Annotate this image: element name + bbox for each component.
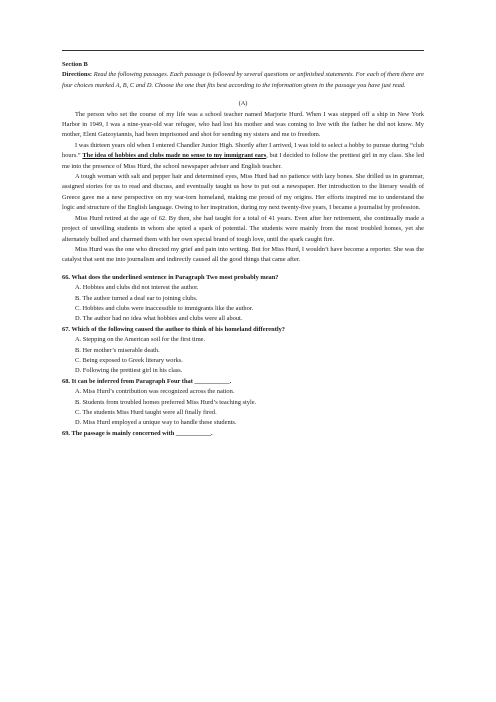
question-69: 69. The passage is mainly concerned with ___________.: [62, 429, 213, 437]
option-66-c: C. Hobbies and clubs were inaccessible to immigrants like the author.: [75, 304, 254, 312]
option-68-b: B. Students from troubled homes preferred Miss Hurd’s teaching style.: [75, 398, 257, 406]
paragraph-2-end: , but I decided to follow the prettiest girl in my class. She led me into the presence of Miss Hurd, the school newspaper adviser and English teacher.: [62, 152, 424, 170]
option-68-d: D. Miss Hurd employed a unique way to handle these students.: [75, 419, 237, 427]
question-68: 68. It can be inferred from Paragraph Four that ___________.: [62, 377, 232, 385]
top-rule: [62, 50, 424, 51]
paragraph-2-start: I was thirteen years old when I entered Chandler Junior High. Shortly after I arrived, I was told to select a hobby to pursue during “club hours.”: [62, 141, 424, 160]
option-67-c: C. Being exposed to Greek literary works.: [75, 356, 183, 364]
directions-text: Read the following passages. Each passage is followed by several questions or unfinished statements. For each of them there are four choices marked A, B, C and D. Choose the one that fits best according to the information given in the passage you have just read.: [62, 71, 424, 89]
document-page: [62, 50, 424, 439]
paragraph-1: The person who set the course of my life was a school teacher named Marjorie Hurd. When I was stepped off a ship in New York Harbor in 1949, I was a nine-year-old war refugee, who had lost his mother and was coming to live with the father he did not know. My mother, Eleni Gatzoyiannis, had been imprisoned and shot for sending my sisters and me to freedom.: [62, 110, 424, 139]
paragraph-4: Miss Hurd retired at the age of 62. By then, she had taught for a total of 41 years. Even after her retirement, she continually made a project of unwilling students in whom she spied a spark of potential. The students were mainly from the most troubled homes, yet she alternately bullied and charmed them with her own special brand of tough love, until the spark caught fire.: [62, 214, 424, 243]
option-66-a: A. Hobbies and clubs did not interest the author.: [75, 284, 199, 292]
option-68-a: A. Miss Hurd’s contribution was recognized across the nation.: [75, 388, 235, 396]
option-68-c: C. The students Miss Hurd taught were all finally fired.: [75, 409, 217, 416]
question-66: 66. What does the underlined sentence in Paragraph Two most probably mean?: [62, 273, 279, 281]
passage-title: (A): [238, 100, 248, 108]
option-67-d: D. Following the prettiest girl in his class.: [75, 367, 183, 375]
paragraph-3: A tough woman with salt and pepper hair and determined eyes, Miss Hurd had no patience with lazy bones. She drilled us in grammar, assigned stories for us to read and discuss, and eventually taught us how to put out a newspaper. Her introduction to the literary wealth of Greece gave me a new perspective on my war-torn homeland, making me proud of my origins. Her efforts inspired me to understand the logic and structure of the English language. Owing to her inspiration, during my next twenty-five years, I became a journalist by profession.: [62, 173, 424, 212]
underlined-sentence: The idea of hobbies and clubs made no sense to my immigrant ears: [82, 152, 267, 160]
directions-label: Directions:: [62, 71, 93, 79]
option-67-b: B. Her mother’s miserable death.: [75, 346, 160, 354]
option-66-d: D. The author had no idea what hobbies and clubs were all about.: [75, 315, 243, 323]
section-label: Section B: [62, 61, 88, 68]
paragraph-5: Miss Hurd was the one who directed my grief and pain into writing. But for Miss Hurd, I wouldn’t have become a reporter. She was the catalyst that sent me into journalism and indirectly caused all the good things that came after.: [62, 245, 424, 264]
option-66-b: B. The author turned a deaf ear to joining clubs.: [75, 294, 198, 302]
directions: [62, 70, 424, 91]
paragraph-2: [62, 141, 424, 172]
option-67-a: A. Stepping on the American soil for the first time.: [75, 336, 206, 344]
question-67: 67. Which of the following caused the author to think of his homeland differently?: [62, 325, 285, 333]
